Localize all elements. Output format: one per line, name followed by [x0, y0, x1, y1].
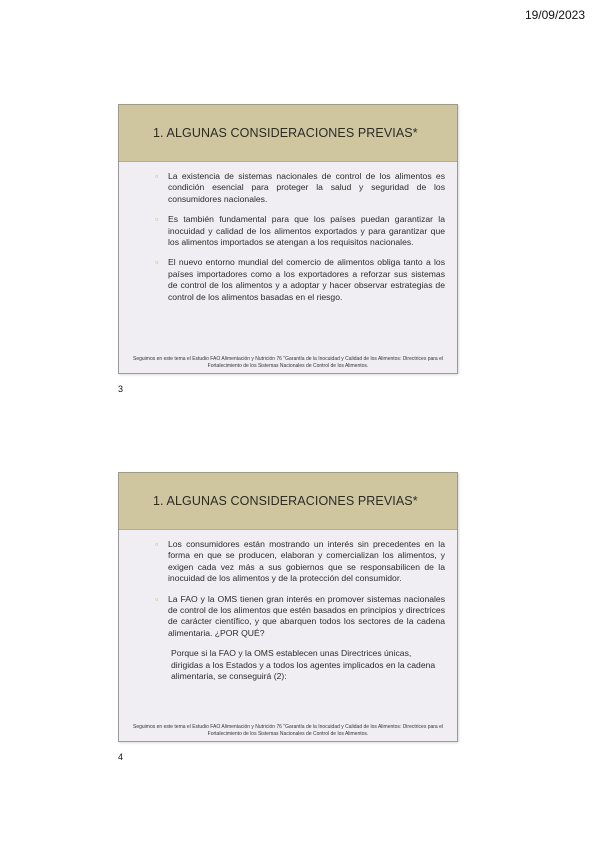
bullet-icon: ▫: [155, 257, 159, 268]
bullet-item: [155, 257, 445, 303]
slide-body: [119, 162, 457, 303]
slide-footnote: Seguimos en este tema el Estudio FAO Alimentación y Nutrición 76 "Garantía de la Inocuidad y Calidad de los Alimentos: Directrices para el Fortalecimiento de los Sistemas Nacionales de Control de los Alimentos.: [133, 724, 443, 737]
bullet-text: El nuevo entorno mundial del comercio de alimentos obliga tanto a los países importadores como a los exportadores a reforzar sus sistemas de control de los alimentos y a adoptar y hacer observar estrategias de control de los alimentos basadas en el riesgo.: [168, 257, 445, 302]
bullet-text: La FAO y la OMS tienen gran interés en promover sistemas nacionales de control de los alimentos que estén basados en principios y directrices de carácter científico, y que abarquen todos los sectores de la cadena alimentaria. ¿POR QUÉ?: [168, 593, 445, 638]
bullet-text: La existencia de sistemas nacionales de control de los alimentos es condición esencial para proteger la salud y seguridad de los consumidores nacionales.: [168, 171, 445, 204]
slide-header: [119, 105, 457, 162]
bullet-item: [155, 594, 445, 640]
slide-footnote: Seguimos en este tema el Estudio FAO Alimentación y Nutrición 76 "Garantía de la Inocuidad y Calidad de los Alimentos: Directrices para el Fortalecimiento de los Sistemas Nacionales de Control de los Alimentos.: [133, 356, 443, 369]
slide-body: [119, 530, 457, 682]
bullet-item: [155, 214, 445, 248]
slide-title: 1. ALGUNAS CONSIDERACIONES PREVIAS*: [153, 126, 418, 140]
slide-3: [118, 104, 458, 374]
bullet-text: Los consumidores están mostrando un interés sin precedentes en la forma en que se producen, elaboran y comercializan los alimentos, y exigen cada vez más a sus gobiernos que se responsabilicen de la inocuidad de los alimentos y de la protección del consumidor.: [168, 539, 445, 584]
bullet-icon: ▫: [155, 171, 159, 181]
print-date: 19/09/2023: [524, 8, 585, 22]
bullet-item: [155, 171, 445, 205]
bullet-icon: ▫: [155, 539, 159, 549]
bullet-icon: ▫: [155, 593, 159, 604]
bullet-item: [155, 539, 445, 585]
slide-4: [118, 472, 458, 742]
plain-paragraph: Porque si la FAO y la OMS establecen unas Directrices únicas, dirigidas a los Estados y a todos los agentes implicados en la cadena alimentaria, se conseguirá (2):: [171, 648, 436, 682]
slide-header: [119, 473, 457, 530]
page-number: 3: [118, 384, 124, 394]
page-number: 4: [118, 752, 124, 762]
bullet-icon: ▫: [155, 214, 159, 225]
slide-title: 1. ALGUNAS CONSIDERACIONES PREVIAS*: [153, 494, 418, 508]
bullet-text: Es también fundamental para que los países puedan garantizar la inocuidad y calidad de los alimentos exportados y para garantizar que los alimentos importados se atengan a los requisitos nacionales.: [168, 214, 445, 248]
